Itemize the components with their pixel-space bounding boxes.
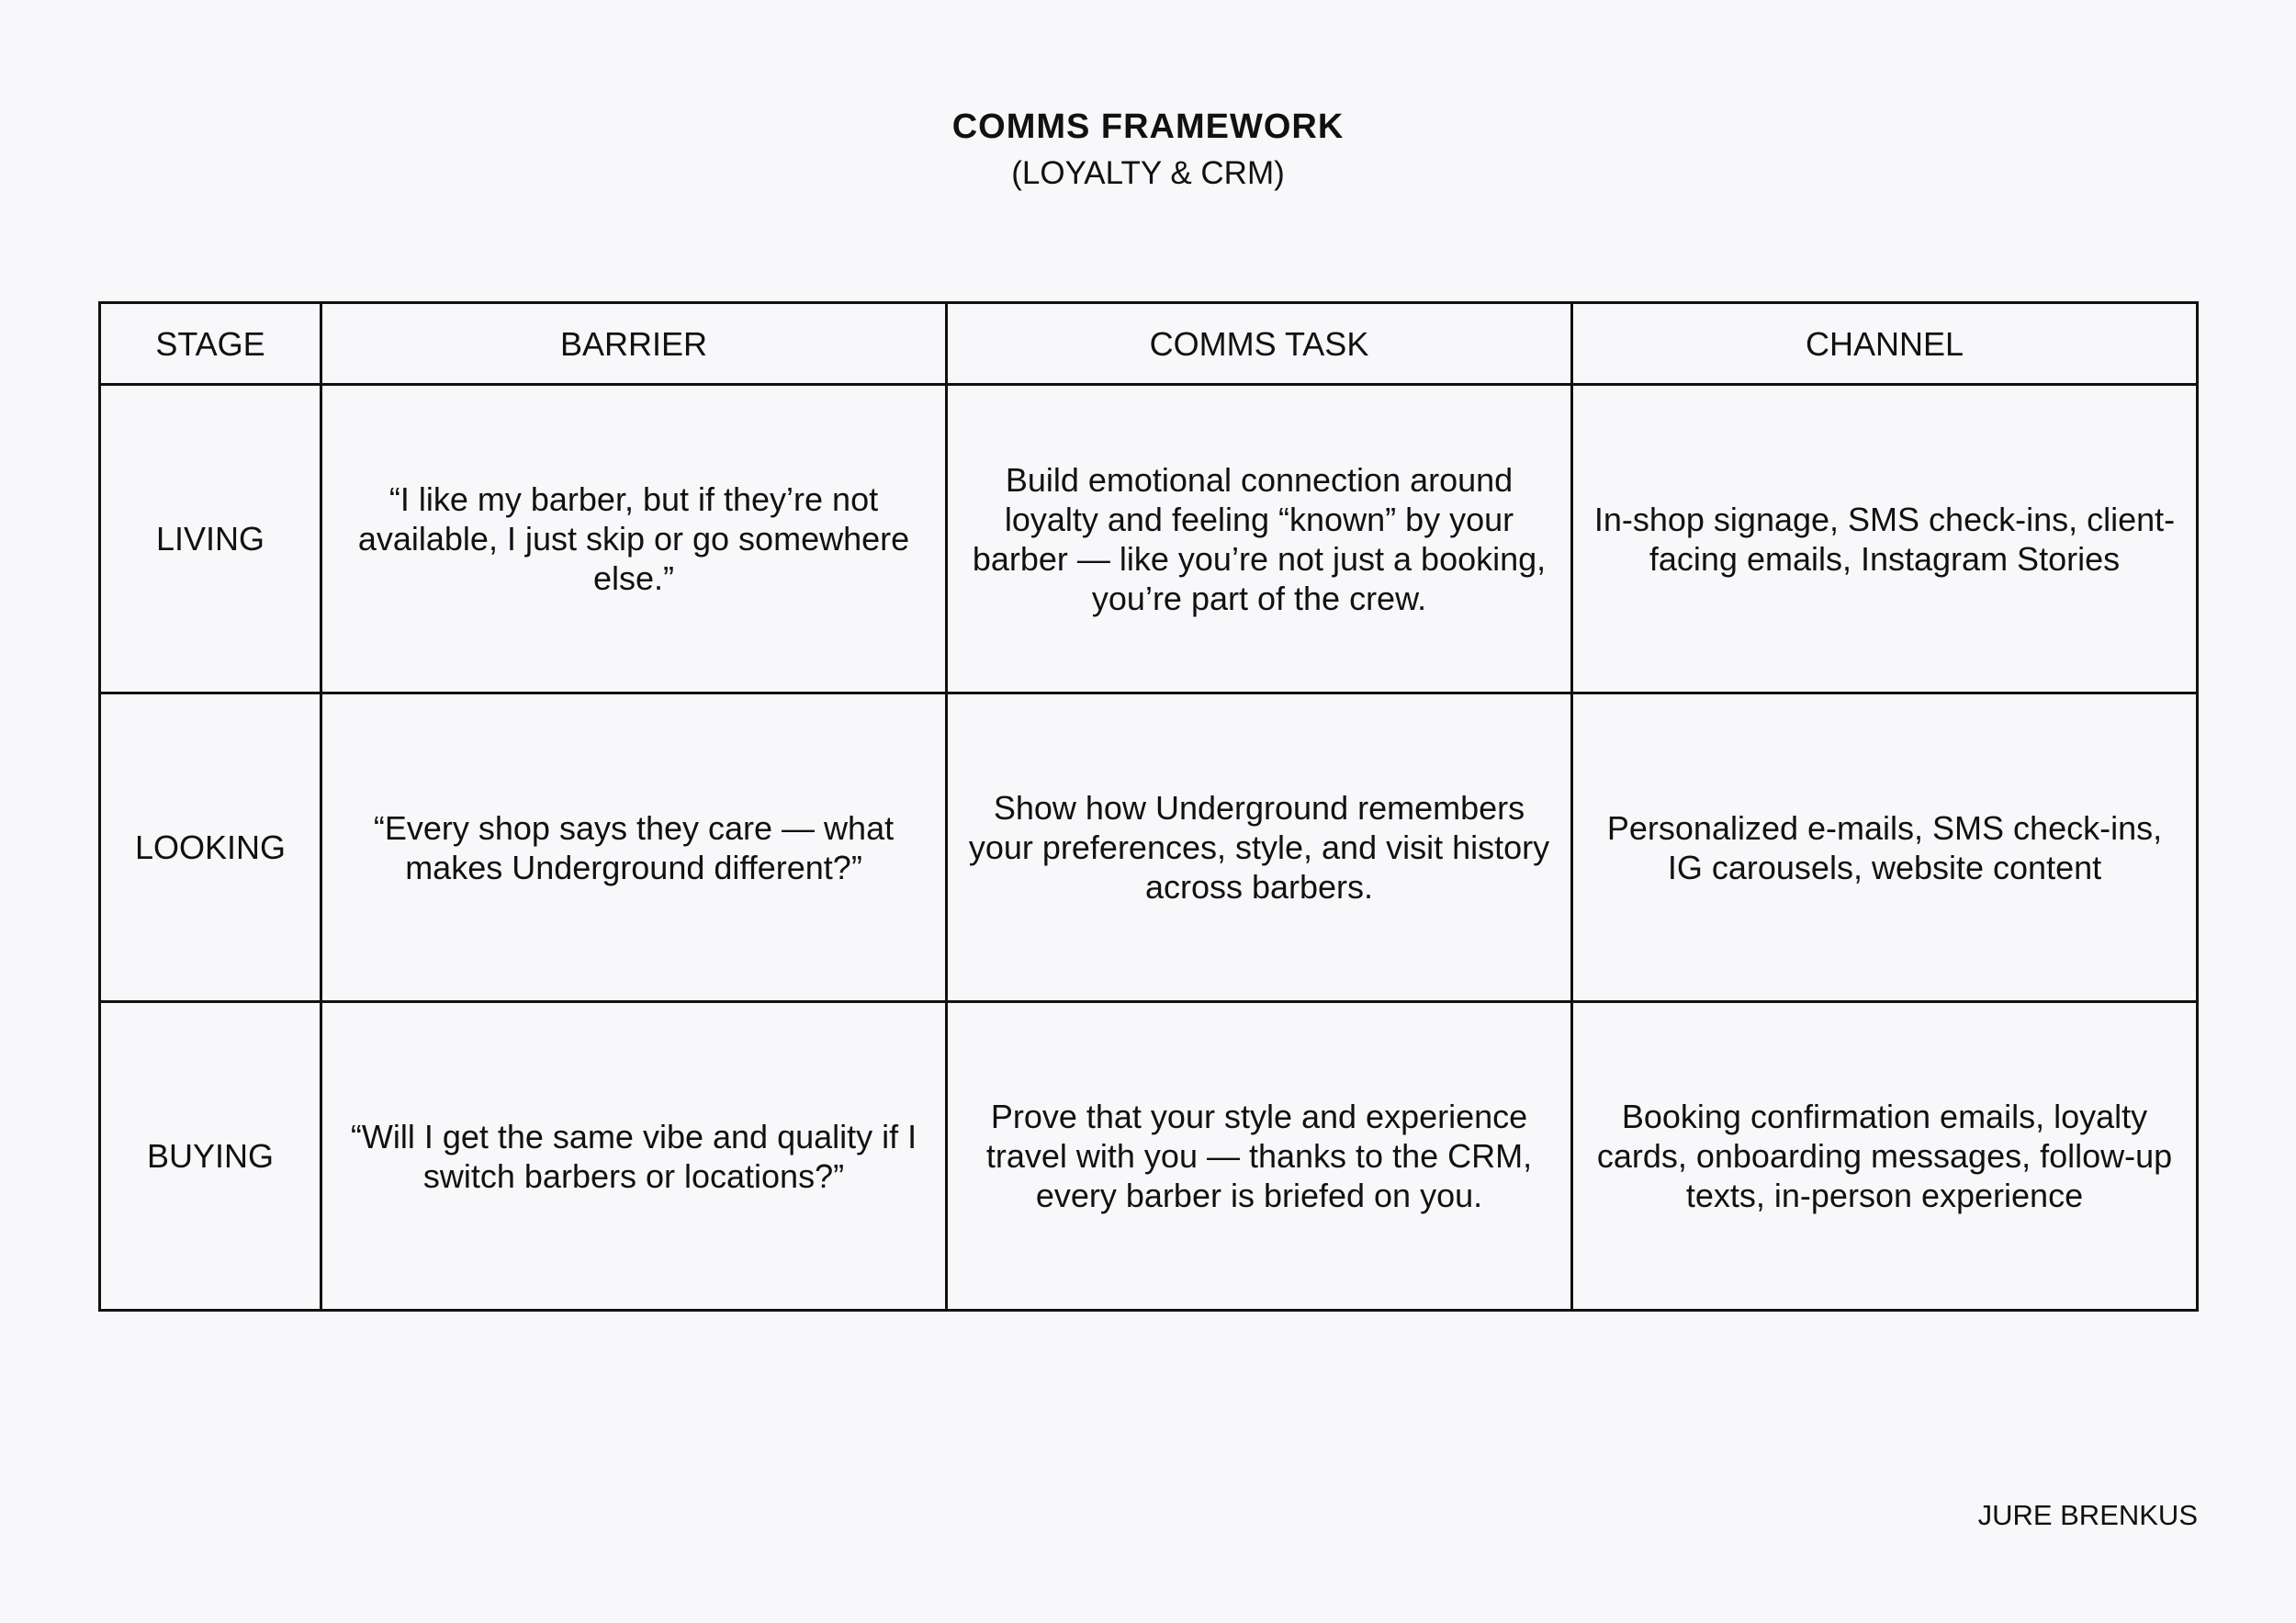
header-stage: STAGE (100, 303, 321, 385)
cell-barrier: “I like my barber, but if they’re not available, I just skip or go somewhere else.” (321, 385, 947, 693)
cell-channel: Booking confirmation emails, loyalty cards, onboarding messages, follow-up texts, in-person experience (1572, 1002, 2198, 1311)
cell-comms-task: Prove that your style and experience travel with you — thanks to the CRM, every barber is briefed on you. (947, 1002, 1572, 1311)
header-barrier: BARRIER (321, 303, 947, 385)
author-name: JURE BRENKUS (1977, 1499, 2198, 1531)
cell-stage: BUYING (100, 1002, 321, 1311)
table-row-living (100, 385, 2198, 693)
header-row (100, 303, 2198, 385)
comms-framework-table (98, 301, 2199, 1312)
page-title: COMMS FRAMEWORK (951, 107, 1345, 146)
cell-stage: LIVING (100, 385, 321, 693)
table-body (100, 385, 2198, 1311)
cell-comms-task: Show how Underground remembers your preferences, style, and visit history across barbers. (947, 693, 1572, 1002)
page-subtitle: (LOYALTY & CRM) (1011, 155, 1285, 191)
title-block (0, 103, 2296, 197)
table-header (100, 303, 2198, 385)
cell-barrier: “Will I get the same vibe and quality if I switch barbers or locations?” (321, 1002, 947, 1311)
cell-channel: Personalized e-mails, SMS check-ins, IG carousels, website content (1572, 693, 2198, 1002)
cell-channel: In-shop signage, SMS check-ins, client-facing emails, Instagram Stories (1572, 385, 2198, 693)
table-row-buying (100, 1002, 2198, 1311)
cell-comms-task: Build emotional connection around loyalty and feeling “known” by your barber — like you’re not just a booking, you’re part of the crew. (947, 385, 1572, 693)
header-channel: CHANNEL (1572, 303, 2198, 385)
table-row-looking (100, 693, 2198, 1002)
cell-stage: LOOKING (100, 693, 321, 1002)
cell-barrier: “Every shop says they care — what makes Underground different?” (321, 693, 947, 1002)
header-comms-task: COMMS TASK (947, 303, 1572, 385)
